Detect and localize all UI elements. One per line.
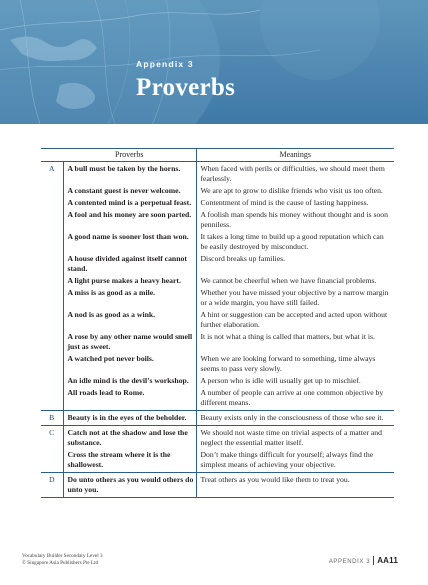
footer-copyright: © Singapore Asia Publishers Pte Ltd bbox=[22, 560, 99, 566]
meaning-text: A number of people can arrive at one common objective by different means. bbox=[196, 386, 394, 411]
footer-book-title: Vocabulary Builder Secondary Level 3 bbox=[22, 553, 103, 559]
proverb-text: A watched pot never boils. bbox=[67, 354, 154, 363]
footer-credits bbox=[22, 553, 103, 567]
group-letter bbox=[41, 184, 63, 196]
table-body bbox=[41, 162, 394, 498]
table-row bbox=[41, 386, 394, 411]
table-row bbox=[41, 352, 394, 374]
meaning-text: We are apt to grow to dislike friends who visit us too often. bbox=[196, 184, 394, 196]
table-row bbox=[41, 473, 394, 498]
proverb-text: A light purse makes a heavy heart. bbox=[67, 276, 181, 285]
proverb-text: A constant guest is never welcome. bbox=[67, 186, 181, 195]
footer-page-info bbox=[329, 556, 398, 565]
proverb-text: A nod is as good as a wink. bbox=[67, 310, 156, 319]
table-row bbox=[41, 184, 394, 196]
group-letter bbox=[41, 308, 63, 330]
meanings-column-header: Meanings bbox=[196, 149, 394, 162]
proverb-text: A rose by any other name would smell just as sweet. bbox=[67, 332, 193, 351]
page-title: Proverbs bbox=[136, 74, 236, 101]
table-header-row bbox=[41, 149, 394, 162]
page-number: AA11 bbox=[377, 556, 398, 565]
meaning-text: We cannot be cheerful when we have financial problems. bbox=[196, 274, 394, 286]
group-letter bbox=[41, 448, 63, 473]
group-letter: A bbox=[41, 162, 63, 185]
meaning-text: When we are looking forward to something, time always seems to pass very slowly. bbox=[196, 352, 394, 374]
proverb-text: A bull must be taken by the horns. bbox=[67, 164, 181, 173]
group-letter bbox=[41, 352, 63, 374]
group-letter bbox=[41, 196, 63, 208]
footer-divider bbox=[373, 556, 374, 565]
group-letter: B bbox=[41, 411, 63, 426]
proverbs-table bbox=[41, 148, 394, 498]
group-letter bbox=[41, 252, 63, 274]
header-banner bbox=[0, 0, 428, 124]
proverb-text: All roads lead to Rome. bbox=[63, 386, 196, 411]
group-letter: C bbox=[41, 426, 63, 449]
group-letter bbox=[41, 330, 63, 352]
meaning-text: Treat others as you would like them to treat you. bbox=[196, 473, 394, 498]
proverb-text: A good name is sooner lost than won. bbox=[67, 232, 189, 241]
proverb-text: A contented mind is a perpetual feast. bbox=[67, 198, 192, 207]
table-row bbox=[41, 196, 394, 208]
group-letter bbox=[41, 274, 63, 286]
table-row bbox=[41, 426, 394, 449]
table-row bbox=[41, 274, 394, 286]
group-letter bbox=[41, 286, 63, 308]
meaning-text: Whether you have missed your objective by a narrow margin or a wide margin, you have still failed. bbox=[196, 286, 394, 308]
meaning-text: It takes a long time to build up a good reputation which can be easily destroyed by misconduct. bbox=[196, 230, 394, 252]
meaning-text: It is not what a thing is called that matters, but what it is. bbox=[196, 330, 394, 352]
meaning-text: A foolish man spends his money without thought and is soon penniless. bbox=[196, 208, 394, 230]
group-letter bbox=[41, 208, 63, 230]
globe-graphic bbox=[0, 0, 428, 124]
table-row bbox=[41, 374, 394, 386]
proverb-text: A miss is as good as a mile. bbox=[67, 288, 156, 297]
letter-column-header bbox=[41, 149, 63, 162]
proverb-text: Catch not at the shadow and lose the substance. bbox=[67, 428, 188, 447]
table-row bbox=[41, 230, 394, 252]
table-row bbox=[41, 252, 394, 274]
table-row bbox=[41, 411, 394, 426]
footer-section: APPENDIX 3 bbox=[328, 559, 371, 565]
table-row bbox=[41, 308, 394, 330]
appendix-label: Appendix 3 bbox=[136, 59, 194, 69]
table-row bbox=[41, 448, 394, 473]
proverb-text: A fool and his money are soon parted. bbox=[67, 210, 192, 219]
table-row bbox=[41, 208, 394, 230]
proverbs-column-header: Proverbs bbox=[63, 149, 196, 162]
meaning-text: Discord breaks up families. bbox=[196, 252, 394, 274]
meaning-text: A hint or suggestion can be accepted and acted upon without further elaboration. bbox=[196, 308, 394, 330]
proverb-text: Do unto others as you would others do unto you. bbox=[63, 473, 196, 498]
table-row bbox=[41, 162, 394, 185]
meaning-text: We should not waste time on trivial aspects of a matter and neglect the essential matter itself. bbox=[196, 426, 394, 449]
meaning-text: When faced with perils or difficulties, we should meet them fearlessly. bbox=[196, 162, 394, 185]
group-letter bbox=[41, 386, 63, 411]
proverb-text: Cross the stream where it is the shallowest. bbox=[63, 448, 196, 473]
table-row bbox=[41, 330, 394, 352]
group-letter bbox=[41, 374, 63, 386]
meaning-text: Beauty exists only in the consciousness of those who see it. bbox=[196, 411, 394, 426]
group-letter: D bbox=[41, 473, 63, 498]
table-row bbox=[41, 286, 394, 308]
meaning-text: Contentment of mind is the cause of lasting happiness. bbox=[196, 196, 394, 208]
proverb-text: Beauty is in the eyes of the beholder. bbox=[63, 411, 196, 426]
meaning-text: Don’t make things difficult for yourself; always find the simplest means of achieving your objective. bbox=[196, 448, 394, 473]
group-letter bbox=[41, 230, 63, 252]
proverb-text: An idle mind is the devil’s workshop. bbox=[67, 376, 189, 385]
meaning-text: A person who is idle will usually get up to mischief. bbox=[196, 374, 394, 386]
proverb-text: A house divided against itself cannot stand. bbox=[67, 254, 187, 273]
